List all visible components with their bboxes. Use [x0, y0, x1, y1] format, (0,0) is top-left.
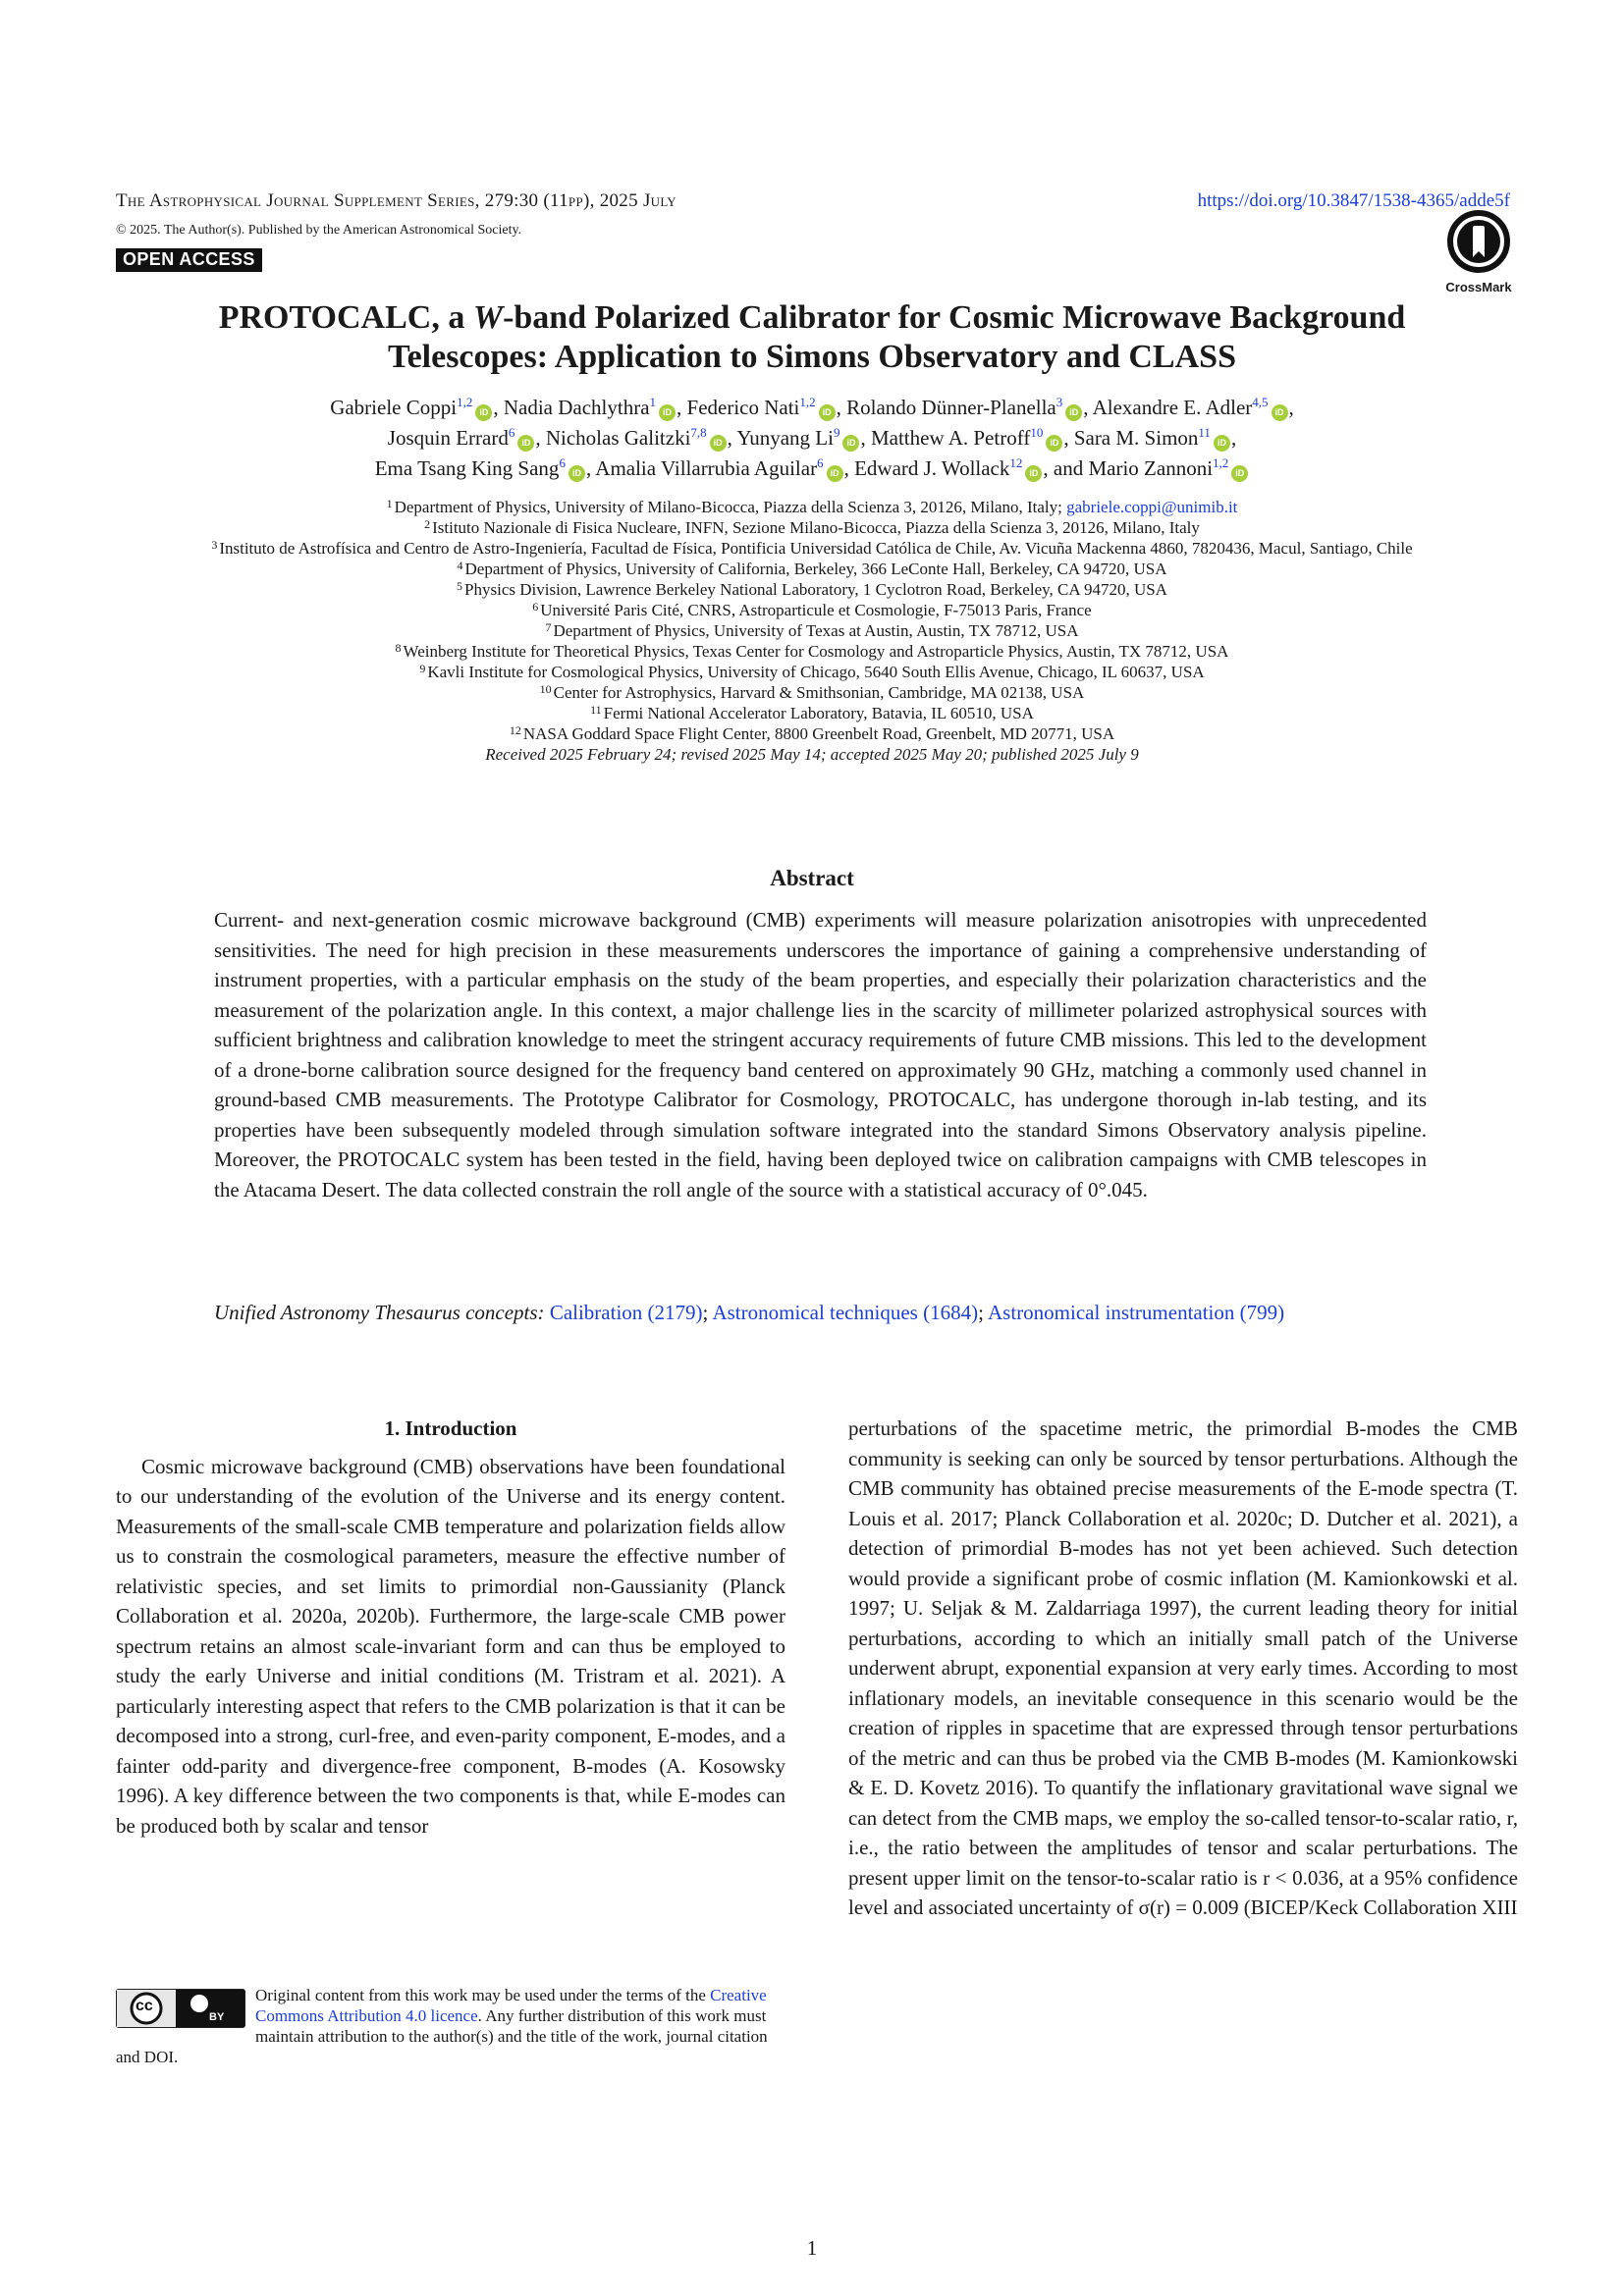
uat-concept-link[interactable]: Astronomical instrumentation (799): [988, 1301, 1285, 1324]
author-affiliation-marker[interactable]: 4,5: [1252, 395, 1269, 409]
author-name: Ema Tsang King Sang: [374, 456, 560, 480]
abstract-text: Current- and next-generation cosmic microwave background (CMB) experiments will measure polarization anisotropies with unprecedented sensitivities. The need for high precision in these measurements underscores the importance of gaining a comprehensive understanding of instrument properties, with a particular emphasis on the study of the beam properties, and especially their polarization characteristics and the measurement of the polarization angle. In this context, a major challenge lies in the scarcity of millimeter polarized astrophysical sources with sufficient brightness and calibration knowledge to meet the stringent accuracy requirements of future CMB missions. This led to the development of a drone-borne calibration source designed for the frequency band centered on approximately 90 GHz, matching a commonly used channel in ground-based CMB measurements. The Prototype Calibrator for Cosmology, PROTOCALC, has undergone thorough in-lab testing, and its properties have been subsequently modeled through simulation software integrated into the standard Simons Observatory analysis pipeline. Moreover, the PROTOCALC system has been tested in the field, having been deployed twice on calibration campaigns with CMB telescopes in the Atacama Desert. The data collected constrain the roll angle of the source with a statistical accuracy of 0°.045.: [214, 908, 1427, 1201]
affiliation-line: [98, 559, 1526, 579]
affiliation-text: Department of Physics, University of Milano-Bicocca, Piazza della Scienza 3, 20126, Milano, Italy;: [394, 498, 1067, 516]
affiliation-text: Kavli Institute for Cosmological Physics, University of Chicago, 5640 South Ellis Avenue, Chicago, IL 60637, USA: [427, 663, 1205, 681]
affiliation-number: 1: [386, 497, 393, 510]
affiliation-line: [98, 641, 1526, 662]
intro-paragraph-right: perturbations of the spacetime metric, the primordial B-modes the CMB community is seeking can only be sourced by tensor perturbations. Although the CMB community has obtained precise measurements of the E-mode spectra (T. Louis et al. 2017; Planck Collaboration et al. 2020c; D. Dutcher et al. 2021), a detection of primordial B-modes has not yet been achieved. Such detection would provide a significant probe of cosmic inflation (M. Kamionkowski et al. 1997; U. Seljak & M. Zaldarriaga 1997), the current leading theory for initial perturbations, according to which an initially small patch of the Universe underwent abrupt, exponential expansion at very early times. According to most inflationary models, an inevitable consequence in this scenario would be the creation of ripples in spacetime that are expressed through tensor perturbations of the metric and can thus be probed via the CMB B-modes (M. Kamionkowski & E. D. Kovetz 2016). To quantify the inflationary gravitational wave signal we can detect from the CMB maps, we employ the so-called tensor-to-scalar ratio, r, i.e., the ratio between the amplitudes of tensor and scalar perturbations. The present upper limit on the tensor-to-scalar ratio is r < 0.036, at a 95% confidence level and associated uncertainty of σ(r) = 0.009 (BICEP/Keck Collaboration XIII: [848, 1416, 1518, 1919]
affiliation-text: Instituto de Astrofísica and Centro de Astro-Ingeniería, Facultad de Física, Pontificia Universidad Católica de Chile, Av. Vicuña Mackenna 4860, 7820436, Macul, Santiago, Chile: [219, 539, 1413, 558]
doi-link[interactable]: https://doi.org/10.3847/1538-4365/adde5f: [1197, 190, 1510, 211]
author-separator: ,: [727, 426, 737, 450]
affiliation-number: 12: [509, 723, 521, 737]
affiliation-line: [98, 620, 1526, 641]
title-line-2: Telescopes: Application to Simons Observatory and CLASS: [388, 339, 1236, 375]
cc-label: cc: [135, 1998, 153, 2014]
affiliation-number: 4: [457, 559, 463, 572]
author-name: Yunyang Li: [736, 426, 834, 450]
uat-separator: ;: [702, 1301, 713, 1324]
affiliation-number: 5: [457, 579, 463, 593]
affiliation-line: [98, 662, 1526, 682]
author-affiliation-marker[interactable]: 3: [1056, 395, 1063, 409]
orcid-icon[interactable]: iD: [710, 435, 727, 452]
author-name: Mario Zannoni: [1088, 456, 1214, 480]
affiliation-number: 6: [532, 600, 539, 614]
affiliation-text: Department of Physics, University of Texas at Austin, Austin, TX 78712, USA: [553, 621, 1079, 640]
affiliation-line: [98, 600, 1526, 620]
author-entry: [504, 396, 687, 419]
author-entry: [388, 426, 546, 450]
affiliation-number: 2: [424, 517, 431, 531]
orcid-icon[interactable]: iD: [659, 404, 676, 421]
author-affiliation-marker[interactable]: 9: [833, 425, 840, 440]
crossmark-label: CrossMark: [1445, 280, 1512, 294]
affiliation-text: Physics Division, Lawrence Berkeley National Laboratory, 1 Cyclotron Road, Berkeley, CA 94720, USA: [464, 580, 1167, 599]
affiliation-text: Center for Astrophysics, Harvard & Smithsonian, Cambridge, MA 02138, USA: [553, 683, 1085, 702]
orcid-icon[interactable]: iD: [1231, 465, 1248, 482]
author-entry: [546, 426, 737, 450]
author-name: Nicholas Galitzki: [545, 426, 691, 450]
received-dates: Received 2025 February 24; revised 2025 May 14; accepted 2025 May 20; published 2025 July 9: [485, 745, 1139, 764]
orcid-icon[interactable]: iD: [517, 435, 534, 452]
copyright-notice: © 2025. The Author(s). Published by the American Astronomical Society.: [116, 223, 522, 238]
paper-title: [98, 298, 1526, 377]
author-entry: [687, 396, 847, 419]
author-entry: [595, 456, 854, 480]
author-name: Edward J. Wollack: [854, 456, 1010, 480]
orcid-icon[interactable]: iD: [1046, 435, 1062, 452]
section-heading-introduction: 1. Introduction: [384, 1416, 517, 1440]
crossmark-button[interactable]: [1439, 210, 1518, 294]
author-separator: ,: [493, 396, 504, 419]
affiliation-line: [98, 682, 1526, 703]
uat-concept-link[interactable]: Calibration (2179): [549, 1301, 703, 1324]
title-part: PROTOCALC, a: [218, 299, 473, 336]
affiliation-number: 3: [211, 538, 218, 552]
author-entry: [854, 456, 1088, 480]
cc-license-link[interactable]: Creative Commons Attribution 4.0 licence: [255, 1986, 767, 2025]
author-affiliation-marker[interactable]: 1,2: [1213, 455, 1229, 470]
author-entry: [1093, 396, 1294, 419]
author-separator: ,: [1230, 426, 1237, 450]
affiliation-text: NASA Goddard Space Flight Center, 8800 Greenbelt Road, Greenbelt, MD 20771, USA: [522, 724, 1115, 743]
intro-paragraph-left: Cosmic microwave background (CMB) observations have been foundational to our understanding of the evolution of the Universe and its energy content. Measurements of the small-scale CMB temperature and polarization fields allow us to constrain the cosmological parameters, measure the effective number of relativistic species, and set limits to primordial non-Gaussianity (Planck Collaboration et al. 2020a, 2020b). Furthermore, the large-scale CMB power spectrum retains an almost scale-invariant form and can thus be employed to study the early Universe and initial conditions (M. Tristram et al. 2021). A particularly interesting aspect that refers to the CMB polarization is that it can be decomposed into a strong, curl-free, and even-parity component, E-modes, and a fainter odd-parity and divergence-free component, B-modes (A. Kosowsky 1996). A key difference between the two components is that, while E-modes can be produced both by scalar and tensor: [116, 1454, 785, 1838]
title-part: -band Polarized Calibrator for Cosmic Microwave Background: [503, 299, 1406, 336]
orcid-icon[interactable]: iD: [568, 465, 585, 482]
author-separator: ,: [535, 426, 546, 450]
author-separator: ,: [836, 396, 847, 419]
author-entry: [375, 456, 596, 480]
license-notice: [116, 1985, 785, 2067]
author-separator: ,: [677, 396, 687, 419]
uat-concept-link[interactable]: Astronomical techniques (1684): [712, 1301, 979, 1324]
author-affiliation-marker[interactable]: 11: [1198, 425, 1211, 440]
affiliation-text: Fermi National Accelerator Laboratory, Batavia, IL 60510, USA: [603, 704, 1034, 722]
author-separator: ,: [1063, 426, 1074, 450]
affiliation-text: Istituto Nazionale di Fisica Nucleare, INFN, Sezione Milano-Bicocca, Piazza della Scienza 3, 20126, Milano, Italy: [432, 518, 1200, 537]
orcid-icon[interactable]: iD: [842, 435, 859, 452]
cc-by-badge[interactable]: [116, 1989, 245, 2028]
author-name: Nadia Dachlythra: [503, 396, 650, 419]
affiliation-number: 8: [395, 641, 402, 655]
affiliation-line: [98, 579, 1526, 600]
journal-citation: The Astrophysical Journal Supplement Series, 279:30 (11pp), 2025 July: [116, 190, 677, 211]
author-separator: ,: [1083, 396, 1093, 419]
uat-separator: ;: [978, 1301, 989, 1324]
open-access-badge: OPEN ACCESS: [116, 248, 262, 272]
affiliation-number: 7: [545, 620, 552, 634]
orcid-icon[interactable]: iD: [475, 404, 492, 421]
title-italic-w: W: [472, 299, 504, 336]
author-affiliation-marker[interactable]: 6: [817, 455, 824, 470]
orcid-icon[interactable]: iD: [1065, 404, 1082, 421]
author-separator: ,: [585, 456, 596, 480]
affiliation-number: 11: [590, 703, 602, 717]
author-separator: ,: [860, 426, 871, 450]
author-affiliation-marker[interactable]: 1,2: [457, 395, 473, 409]
affiliation-text: Weinberg Institute for Theoretical Physics, Texas Center for Cosmology and Astroparticle Physics, Austin, TX 78712, USA: [403, 642, 1229, 661]
affiliation-number: 9: [419, 662, 426, 675]
by-label: BY: [209, 2011, 225, 2023]
author-separator: ,: [1288, 396, 1294, 419]
author-name: Gabriele Coppi: [330, 396, 458, 419]
author-affiliation-marker[interactable]: 1,2: [799, 395, 816, 409]
author-name: Rolando Dünner-Planella: [846, 396, 1056, 419]
affiliation-text: Université Paris Cité, CNRS, Astroparticule et Cosmologie, F-75013 Paris, France: [540, 601, 1092, 619]
email-link[interactable]: gabriele.coppi@unimib.it: [1066, 498, 1238, 516]
author-entry: [1074, 426, 1236, 450]
affiliation-list: [98, 497, 1526, 765]
author-entry: [871, 426, 1074, 450]
affiliation-line: [98, 497, 1526, 517]
author-separator: ,: [843, 456, 855, 480]
affiliation-line: [98, 703, 1526, 723]
author-name: Amalia Villarrubia Aguilar: [595, 456, 818, 480]
uat-concepts: [214, 1298, 1427, 1327]
author-separator: , and: [1043, 456, 1089, 480]
orcid-icon[interactable]: iD: [819, 404, 836, 421]
author-list: [116, 393, 1508, 484]
affiliation-text: Department of Physics, University of California, Berkeley, 366 LeConte Hall, Berkeley, CA 94720, USA: [464, 560, 1167, 578]
license-text-post: . Any further distribution of this work must maintain attribution to the author(s) and the title of the work, journal citation and DOI.: [116, 2006, 768, 2066]
uat-label: Unified Astronomy Thesaurus concepts:: [214, 1301, 545, 1324]
author-affiliation-marker[interactable]: 1: [649, 395, 657, 409]
author-name: Matthew A. Petroff: [870, 426, 1031, 450]
author-affiliation-marker[interactable]: 7,8: [690, 425, 707, 440]
affiliation-number: 10: [539, 682, 552, 696]
orcid-icon[interactable]: iD: [1214, 435, 1230, 452]
affiliation-line: [98, 538, 1526, 559]
page-number: 1: [806, 2236, 818, 2260]
orcid-icon[interactable]: iD: [1025, 465, 1042, 482]
author-entry: [736, 426, 871, 450]
author-affiliation-marker[interactable]: 12: [1009, 455, 1023, 470]
orcid-icon[interactable]: iD: [827, 465, 843, 482]
author-entry: [330, 396, 504, 419]
affiliation-line: [98, 723, 1526, 744]
right-column: [848, 1414, 1518, 1923]
author-name: Josquin Errard: [387, 426, 509, 450]
author-name: Sara M. Simon: [1073, 426, 1199, 450]
author-affiliation-marker[interactable]: 6: [559, 455, 566, 470]
author-name: Alexandre E. Adler: [1092, 396, 1253, 419]
license-text-pre: Original content from this work may be used under the terms of the: [255, 1986, 711, 2004]
author-affiliation-marker[interactable]: 6: [508, 425, 515, 440]
author-name: Federico Nati: [686, 396, 800, 419]
author-affiliation-marker[interactable]: 10: [1030, 425, 1044, 440]
author-entry: [1088, 456, 1249, 480]
left-column: [116, 1414, 785, 1841]
author-entry: [846, 396, 1092, 419]
affiliation-line: [98, 517, 1526, 538]
orcid-icon[interactable]: iD: [1272, 404, 1288, 421]
abstract-heading: Abstract: [770, 866, 854, 890]
crossmark-icon: [1447, 210, 1510, 273]
